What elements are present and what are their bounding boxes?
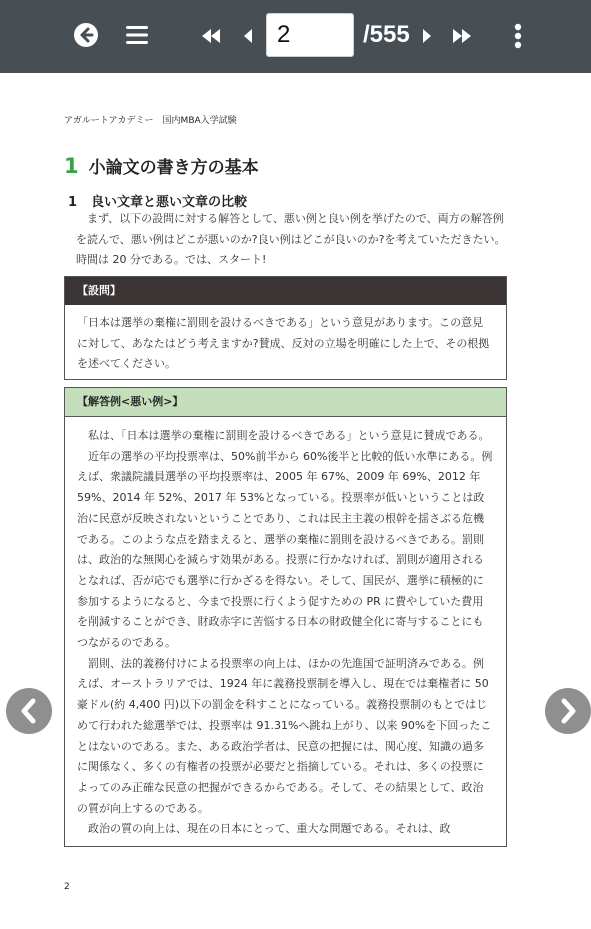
chevron-right-icon [557,698,579,724]
more-vertical-icon[interactable] [508,22,528,50]
answer-box [64,387,507,847]
answer-paragraph: 罰則、法的義務付けによる投票率の向上は、ほかの先進国で証明済みである。例えば、オーストラリアでは、1924 年に義務投票制を導入し、現在では棄権者に 50 豪ドル(約 4,400 円)以下の罰金を科すことになっている。義務投票制のもとではじめて行われた総選挙では、投票率は 91.31%へ跳ね上がり、以来 90%を下回ったことはないのである。また、ある政治学者は、民意の把握には、関心度、知識の過多に関係なく、多くの有権者の投票が必要だと指摘している。それは、多くの投票によってのみ正確な民意の把握ができるからである。そして、その結果として、政治の質が向上するのである。 [77,656,492,815]
section-number: 1 [64,154,79,178]
next-page-icon[interactable] [420,26,434,46]
viewer-toolbar [0,0,591,73]
question-title: 【設問】 [65,277,506,305]
section-heading [64,153,259,178]
question-body: 「日本は選挙の棄権に罰則を設けるべきである」という意見があります。この意見に対して、あなたはどう考えますか?賛成、反対の立場を明確にした上で、その根拠を述べてください。 [77,316,490,371]
subsection-number: 1 [68,195,78,210]
back-icon[interactable] [72,21,100,49]
answer-paragraph: 私は、「日本は選挙の棄権に罰則を設けるべきである」という意見に賛成である。 [88,429,490,442]
subsection-title: 良い文章と悪い文章の比較 [91,195,248,210]
question-box [64,276,507,380]
page-footer-number: 2 [64,882,70,892]
intro-paragraph: まず、以下の設問に対する解答として、悪い例と良い例を挙げたので、両方の解答例を読んで、悪い例はどこが悪いのか?良い例はどこが良いのか?を考えていただきたい。時間は 20 分である。では、スタート! [76,212,506,266]
answer-title: 【解答例<悪い例>】 [65,388,506,417]
answer-paragraph: 近年の選挙の平均投票率は、50%前半から 60%後半と比較的低い水準にある。例えば、衆議院議員選挙の平均投票率は、2005 年 67%、2009 年 69%、2012 年 59%、2014 年 52%、2017 年 53%となっている。投票率が低いということは政治に民意が反映されないということであり、これは民主主義の根幹を揺さぶる危機である。このような点を踏まえると、選挙の棄権に罰則を設けるべきである。罰則は、政治的な無関心を減らす効果がある。投票に行かなければ、罰則が適用されるとなれば、否が応でも選挙に行かざるを得ない。そして、国民が、選挙に積極的に参加するようになると、今まで投票に行くよう促すための PR に費やしていた費用を削減することができ、財政赤字に苦悩する日本の財政健全化に寄与することにもつながるのである。 [77,449,493,650]
menu-icon[interactable] [124,22,150,48]
section-title: 小論文の書き方の基本 [88,158,259,178]
page-number-input[interactable] [266,13,354,57]
answer-body [65,417,506,840]
previous-page-button[interactable] [6,688,52,734]
running-header: アガルートアカデミー 国内MBA入学試験 [64,116,237,126]
first-page-icon[interactable] [200,26,222,46]
answer-paragraph: 政治の質の向上は、現在の日本にとって、重大な問題である。それは、政 [88,822,451,836]
page-total: /555 [363,21,410,48]
chevron-left-icon [18,698,40,724]
next-page-button[interactable] [545,688,591,734]
document-page [0,73,591,929]
prev-page-icon[interactable] [241,26,255,46]
last-page-icon[interactable] [451,26,473,46]
subsection-heading [68,191,247,210]
